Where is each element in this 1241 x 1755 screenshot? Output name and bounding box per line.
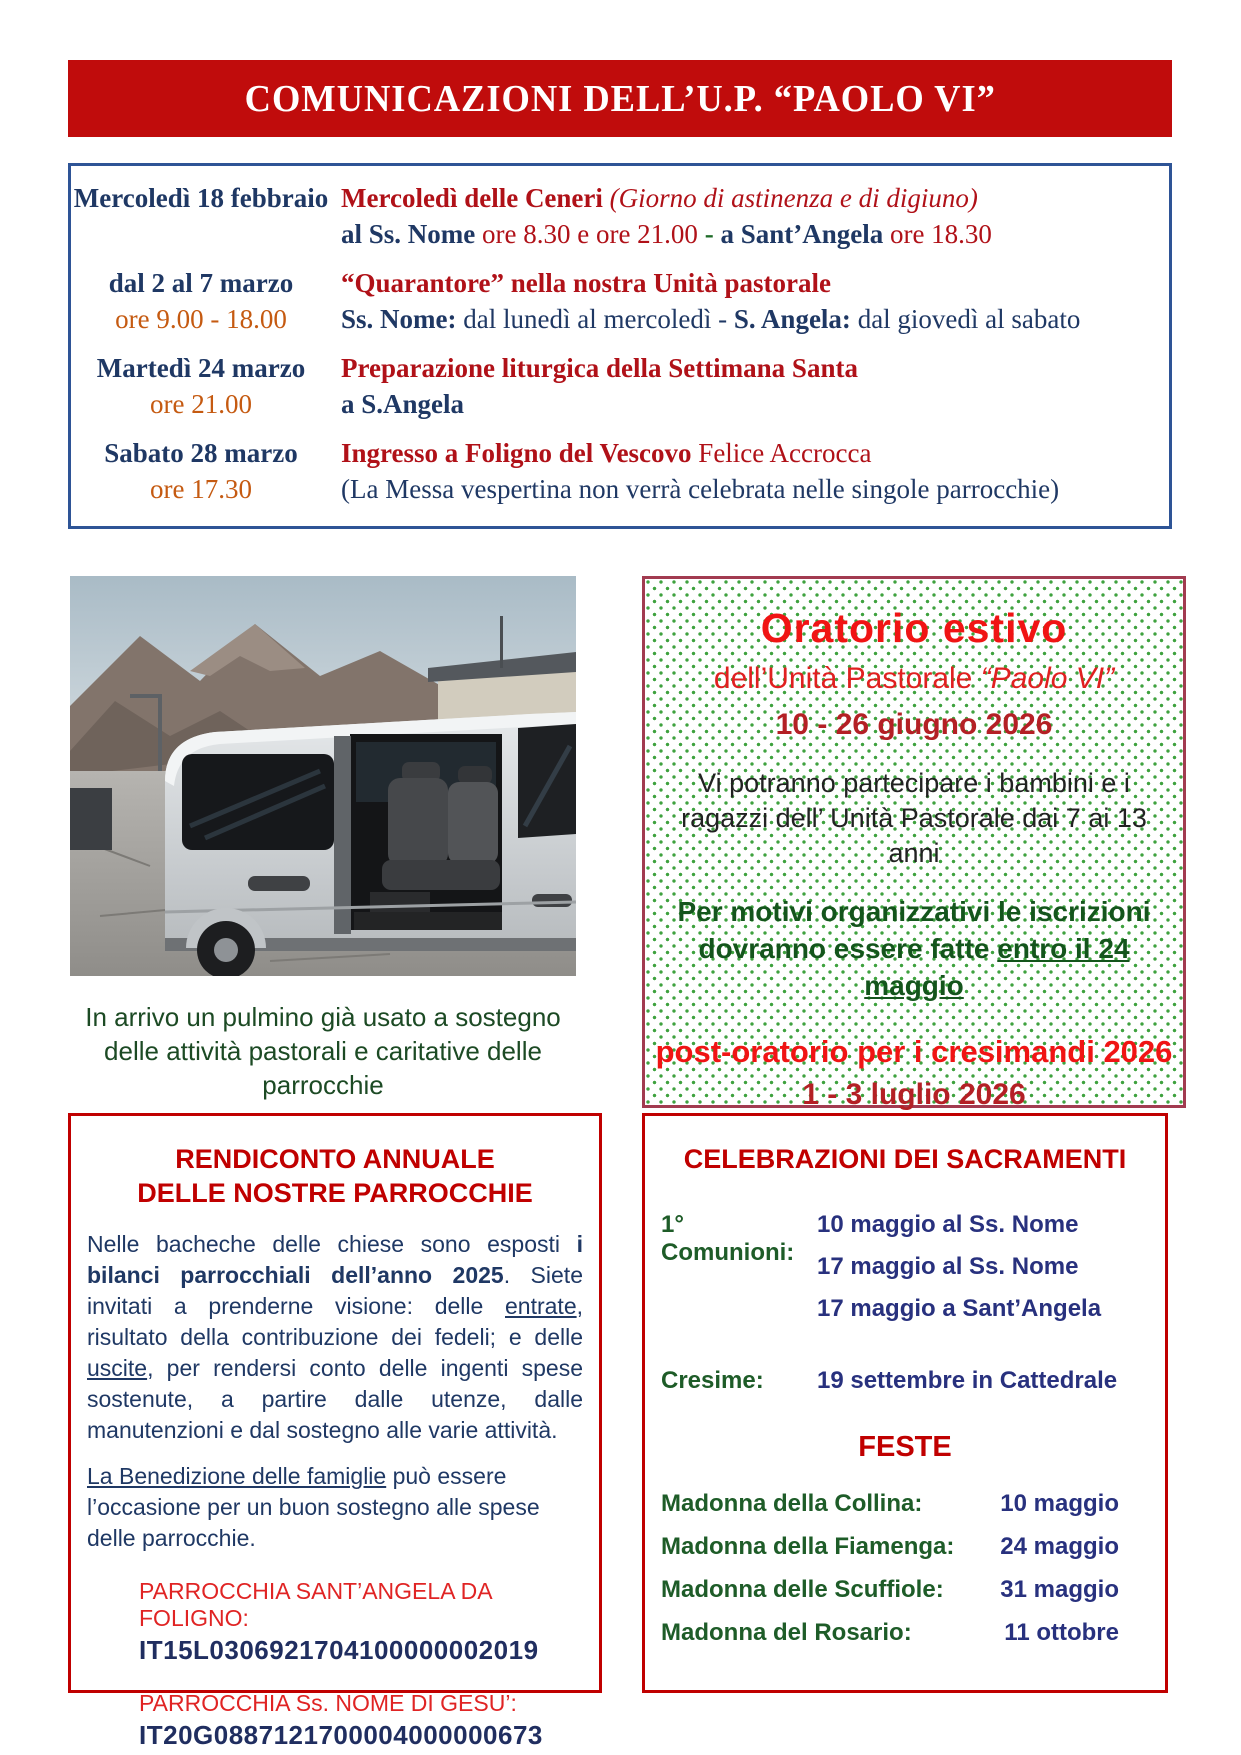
- feste-row: [645, 1619, 1165, 1647]
- rendiconto-paragraph-1: Nelle bacheche delle chiese sono esposti i bilanci parrocchiali dell’anno 2025. Siete invitati a prenderne visione: delle entrate, risultato della contribuzione dei fedeli; e delle uscite, per rendersi conto delle ingenti spese sostenute, a partire dalle utenze, dalle manutenzioni e dal sostegno alle varie attività.: [87, 1231, 583, 1443]
- schedule-row-quarantore: [71, 265, 1169, 337]
- event-place: a S.Angela: [341, 389, 465, 419]
- comunioni-date: 17 maggio al Ss. Nome: [817, 1253, 1079, 1280]
- event-title: Mercoledì delle Ceneri: [341, 183, 603, 213]
- feste-list: [645, 1490, 1165, 1647]
- schedule-row-preparazione: [71, 350, 1169, 422]
- event-hours: ore 8.30 e ore 21.00: [475, 219, 705, 249]
- event-place: al Ss. Nome: [341, 219, 476, 249]
- feste-row: [645, 1576, 1165, 1604]
- cresime-date: 19 settembre in Cattedrale: [817, 1367, 1118, 1394]
- feste-title: FESTE: [858, 1431, 952, 1463]
- header-banner: [68, 60, 1172, 137]
- van-photo: [70, 576, 576, 976]
- sacramenti-title: CELEBRAZIONI DEI SACRAMENTI: [683, 1144, 1127, 1174]
- event-title: “Quarantore” nella nostra Unità pastorale: [341, 268, 831, 298]
- oratorio-notice: Per motivi organizzativi le iscrizioni dovranno essere fatte entro il 24 maggio: [677, 896, 1151, 1001]
- cresime-label: Cresime:: [661, 1367, 764, 1394]
- festa-name: Madonna delle Scuffiole:: [661, 1576, 944, 1603]
- schedule-row-vescovo: [71, 435, 1169, 507]
- oratorio-participants: Vi potranno partecipare i bambini e i ragazzi dell’ Unità Pastorale dai 7 ai 13 anni: [681, 768, 1147, 868]
- event-hours: ore 18.30: [883, 219, 992, 249]
- parish-1-iban: IT15L0306921704100000002019: [139, 1635, 539, 1665]
- oratorio-deadline: entro il 24 maggio: [864, 933, 1130, 1001]
- festa-name: Madonna della Collina:: [661, 1490, 923, 1517]
- van-illustration: [70, 576, 576, 976]
- parish-2-iban: IT20G0887121700004000000673: [139, 1720, 543, 1750]
- event-detail: dal giovedì al sabato: [850, 304, 1081, 334]
- festa-name: Madonna della Fiamenga:: [661, 1533, 955, 1560]
- rendiconto-paragraph-2: La Benedizione delle famiglie può essere l’occasione per un buon sostegno alle spese delle parrocchie.: [87, 1463, 540, 1551]
- oratorio-subtitle-name: “Paolo VI”: [980, 662, 1115, 695]
- rendiconto-title: RENDICONTO ANNUALE DELLE NOSTRE PARROCCHIE: [137, 1144, 533, 1208]
- comunioni-date: 10 maggio al Ss. Nome: [817, 1211, 1079, 1238]
- comunioni-date: 17 maggio a Sant’Angela: [817, 1295, 1102, 1322]
- event-date: Mercoledì 18 febbraio: [73, 183, 329, 213]
- photo-caption: In arrivo un pulmino già usato a sostegno delle attività pastorali e caritative delle parrocchie: [85, 1002, 561, 1100]
- event-detail: (La Messa vespertina non verrà celebrata nelle singole parrocchie): [341, 474, 1060, 504]
- festa-date: 10 maggio: [1000, 1490, 1119, 1517]
- event-place: Ss. Nome:: [341, 304, 457, 334]
- festa-name: Madonna del Rosario:: [661, 1619, 912, 1646]
- festa-date: 11 ottobre: [1004, 1619, 1119, 1646]
- event-time: ore 9.00 - 18.00: [115, 304, 287, 334]
- feste-row: [645, 1490, 1165, 1518]
- event-note: (Giorno di astinenza e di digiuno): [602, 183, 978, 213]
- oratorio-title: Oratorio estivo: [760, 605, 1068, 651]
- event-place: S. Angela:: [733, 304, 851, 334]
- parish-1-label: PARROCCHIA SANT’ANGELA DA FOLIGNO:: [139, 1578, 492, 1631]
- separator: -: [704, 219, 721, 249]
- event-date: Sabato 28 marzo: [104, 438, 298, 468]
- rendiconto-box: [68, 1113, 602, 1750]
- oratorio-box: [642, 576, 1186, 1111]
- event-date: Martedì 24 marzo: [96, 353, 306, 383]
- post-oratorio-title: post-oratorio per i cresimandi 2026: [655, 1034, 1173, 1069]
- comunioni-dates: [817, 1211, 1101, 1337]
- comunioni-row: [645, 1211, 1165, 1337]
- festa-date: 31 maggio: [1000, 1576, 1119, 1603]
- event-time: ore 21.00: [150, 389, 252, 419]
- page-title: COMUNICAZIONI DELL’U.P. “PAOLO VI”: [244, 77, 996, 120]
- event-date: dal 2 al 7 marzo: [108, 268, 294, 298]
- parish-2-label: PARROCCHIA Ss. NOME DI GESU’:: [139, 1690, 517, 1716]
- event-time: ore 17.30: [150, 474, 252, 504]
- event-detail: dal lunedì al mercoledì -: [456, 304, 734, 334]
- festa-date: 24 maggio: [1000, 1533, 1119, 1560]
- schedule-box: [68, 163, 1172, 529]
- oratorio-period: 10 - 26 giugno 2026: [775, 708, 1053, 741]
- event-place: a Sant’Angela: [720, 219, 884, 249]
- event-person: Felice Accrocca: [691, 438, 872, 468]
- feste-row: [645, 1533, 1165, 1561]
- event-title: Preparazione liturgica della Settimana Santa: [341, 353, 858, 383]
- comunioni-label: 1° Comunioni:: [661, 1211, 795, 1266]
- cresime-row: [645, 1367, 1165, 1395]
- post-oratorio-period: 1 - 3 luglio 2026: [802, 1078, 1026, 1111]
- schedule-row-ceneri: [71, 180, 1169, 252]
- sacramenti-box: [642, 1113, 1168, 1693]
- oratorio-subtitle: dell’Unità Pastorale “Paolo VI”: [713, 662, 1115, 695]
- event-title: Ingresso a Foligno del Vescovo: [341, 438, 692, 468]
